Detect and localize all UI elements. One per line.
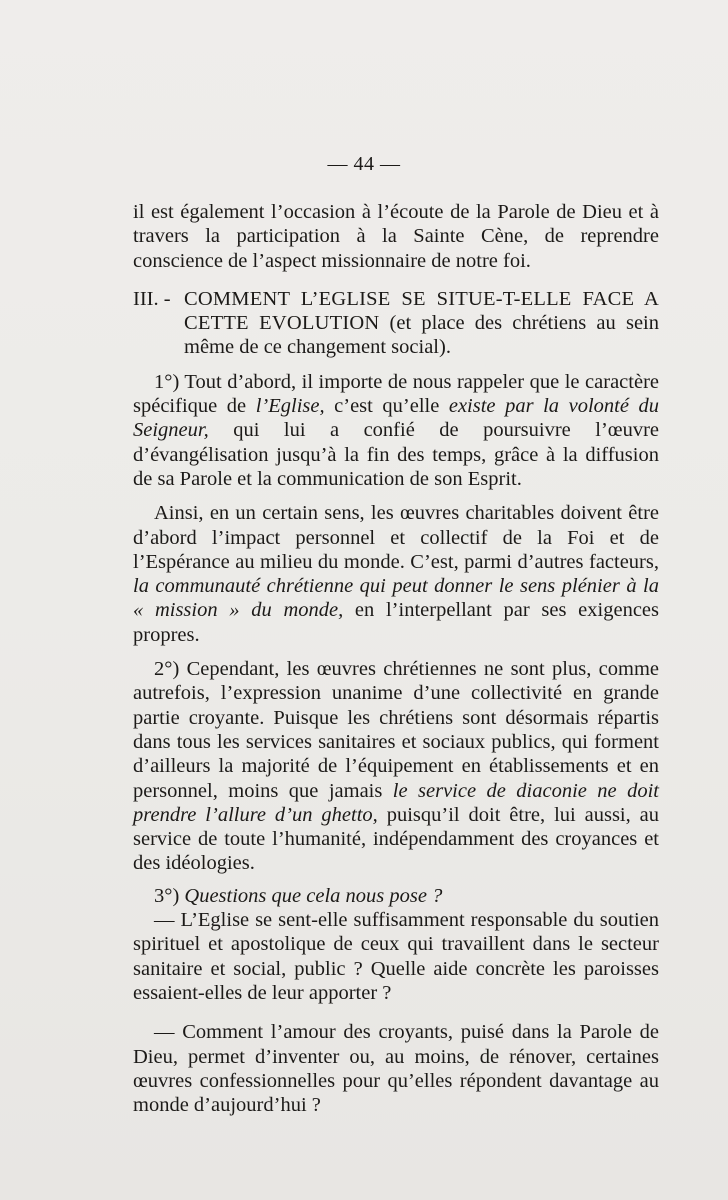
paragraph-3 [133,657,659,876]
paragraph-4 [133,884,659,908]
paragraph-4-text-a: 3°) [154,884,185,907]
section-title [184,287,659,360]
section-heading [133,287,659,360]
text-column [133,200,659,1117]
section-title-caps: COMMENT L’EGLISE SE SITUE-T-ELLE FACE A CETTE EVOLUTION [184,287,659,335]
question-1: — L’Eglise se sent-elle suffisamment responsable du soutien spirituel et apostolique de ceux qui travaillent dans le secteur sanitaire et social, public ? Quelle aide concrète les paroisses essaient-elles de leur apporter ? [133,909,659,1004]
section-number: III. - [133,287,171,310]
paragraph-1-text-c: c’est qu’elle [324,395,449,418]
paragraph-4-italic: Questions que cela nous pose ? [184,884,443,907]
paragraph-1-text-a: 1°) Tout d’abord, il importe de nous rappeler que le caractère spécifique de [133,370,659,418]
paragraph-2-italic: la communauté chrétienne qui peut donner le sens plénier à la « mission » du monde, [133,575,659,622]
paragraph-3-italic: le service de diaconie ne doit prendre l’allure d’un ghetto, [133,779,659,826]
section-title-rest: (et place des chrétiens au sein même de ce changement social). [184,312,659,359]
paragraph-3-text-c: puisqu’il doit être, lui aussi, au service de toute l’humanité, indépendamment des croyances et des idéologies. [133,803,659,875]
paragraph-2-text-c: en l’interpellant par ses exigences propres. [133,599,659,646]
intro-paragraph: il est également l’occasion à l’écoute de la Parole de Dieu et à travers la participation à la Sainte Cène, de reprendre conscience de l’aspect missionnaire de notre foi. [133,201,659,272]
question-2: — Comment l’amour des croyants, puisé dans la Parole de Dieu, permet d’inventer ou, au moins, de rénover, certaines œuvres confessionnelles pour qu’elles répondent davantage au monde d’aujourd’hui ? [133,1021,659,1117]
paragraph-1-text-e: qui lui a confié de poursuivre l’œuvre d’évangélisation jusqu’à la fin des temps, grâce à la diffusion de sa Parole et la communication de son Esprit. [133,419,659,490]
paragraph-2-text-a: Ainsi, en un certain sens, les œuvres charitables doivent être d’abord l’impact personnel et collectif de la Foi et de l’Espérance au milieu du monde. C’est, parmi d’autres facteurs, [133,502,659,573]
paragraph-3-text-a: 2°) Cependant, les œuvres chrétiennes ne sont plus, comme autrefois, l’expression unanime d’une collectivité en grande partie croyante. Puisque les chrétiens sont désormais répartis dans tous les services sanitaires et sociaux publics, qui forment d’ailleurs la majorité de l’équipement en établissements et en personnel, moins que jamais [133,658,659,802]
paragraph-1-italic-eglise: l’Eglise, [255,395,325,418]
paragraph-1 [133,370,659,491]
paragraph-1-italic-volonte: existe par la volonté du Seigneur, [133,395,659,442]
page-number: — 44 — [327,153,401,175]
paragraph-2 [133,501,659,647]
